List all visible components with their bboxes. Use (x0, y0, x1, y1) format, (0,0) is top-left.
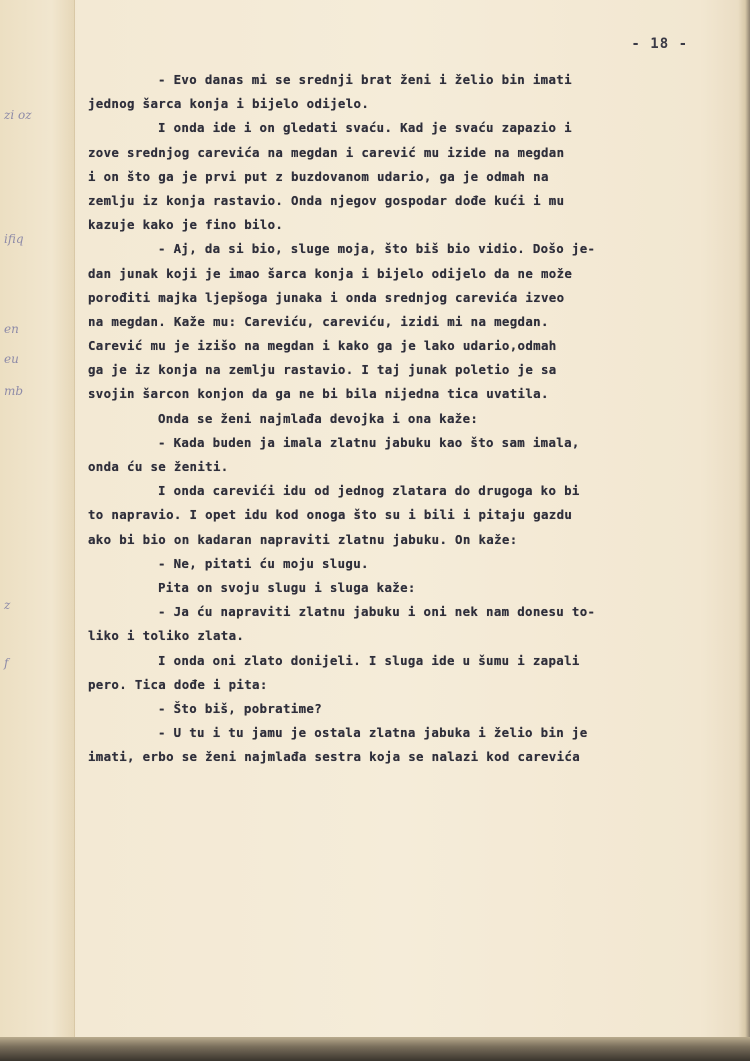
text-line: to napravio. I opet idu kod onoga što su i bili i pitaju gazdu (88, 507, 573, 523)
text-line: Carević mu je izišo na megdan i kako ga je lako udario,odmah (88, 338, 557, 354)
margin-fragment: z (4, 598, 11, 612)
text-line: Pita on svoju slugu i sluga kaže: (158, 579, 416, 595)
text-line: - Aj, da si bio, sluge moja, što biš bio vidio. Došo je- (158, 241, 596, 257)
text-line: I onda ide i on gledati svaću. Kad je svaću zapazio i (158, 120, 572, 136)
text-line: - U tu i tu jamu je ostala zlatna jabuka i želio bin je (158, 725, 588, 741)
text-line: jednog šarca konja i bijelo odijelo. (88, 96, 370, 112)
text-line: - Ja ću napraviti zlatnu jabuku i oni nek nam donesu to- (158, 604, 596, 620)
text-line: svojin šarcon konjon da ga ne bi bila nijedna tica uvatila. (88, 386, 549, 402)
text-line: I onda carevići idu od jednog zlatara do drugoga ko bi (158, 483, 580, 499)
text-line: i on što ga je prvi put z buzdovanom udario, ga je odmah na (88, 168, 549, 184)
margin-fragment: mb (4, 384, 24, 398)
text-line: zove srednjog carevića na megdan i carević mu izide na megdan (88, 144, 565, 160)
page-text (88, 68, 716, 769)
text-line: na megdan. Kaže mu: Careviću, careviću, izidi mi na megdan. (88, 313, 549, 329)
text-line: dan junak koji je imao šarca konja i bijelo odijelo da ne može (88, 265, 573, 281)
page-edge-shadow (738, 0, 750, 1061)
text-line: zemlju iz konja rastavio. Onda njegov gospodar dođe kući i mu (88, 192, 565, 208)
text-line: kazuje kako je fino bilo. (88, 217, 284, 233)
margin-fragment: zi oz (4, 108, 32, 122)
text-line: pero. Tica dođe i pita: (88, 676, 268, 692)
text-line: - Što biš, pobratime? (158, 700, 323, 716)
margin-fragment: f (4, 656, 9, 670)
text-line: onda ću se ženiti. (88, 459, 229, 474)
text-line: - Ne, pitati ću moju slugu. (158, 555, 369, 571)
previous-page-strip (0, 0, 75, 1040)
page-number: - 18 - (631, 36, 688, 52)
text-line: imati, erbo se ženi najmlađa sestra koja se nalazi kod carevića (88, 749, 581, 765)
typed-page (88, 26, 716, 1036)
scan-bottom-edge (0, 1037, 750, 1061)
text-line: ga je iz konja na zemlju rastavio. I taj junak poletio je sa (88, 362, 557, 378)
margin-fragment: eu (4, 352, 19, 366)
margin-fragment: en (4, 322, 19, 336)
text-line: porođiti majka lјepšoga junaka i onda srednjog carevića izveo (88, 289, 565, 305)
text-line: ako bi bio on kadaran napraviti zlatnu jabuku. On kaže: (88, 531, 518, 547)
text-line: I onda oni zlato donijeli. I sluga ide u šumu i zapali (158, 652, 580, 668)
text-line: liko i toliko zlata. (88, 628, 245, 644)
margin-fragments (4, 0, 64, 1040)
text-line: - Evo danas mi se srednji brat ženi i želio bin imati (158, 72, 572, 87)
margin-fragment: ifiq (4, 232, 24, 246)
text-line: Onda se ženi najmlađa devojka i ona kaže: (158, 410, 479, 426)
text-line: - Kada buden ja imala zlatnu jabuku kao što sam imala, (158, 434, 580, 450)
